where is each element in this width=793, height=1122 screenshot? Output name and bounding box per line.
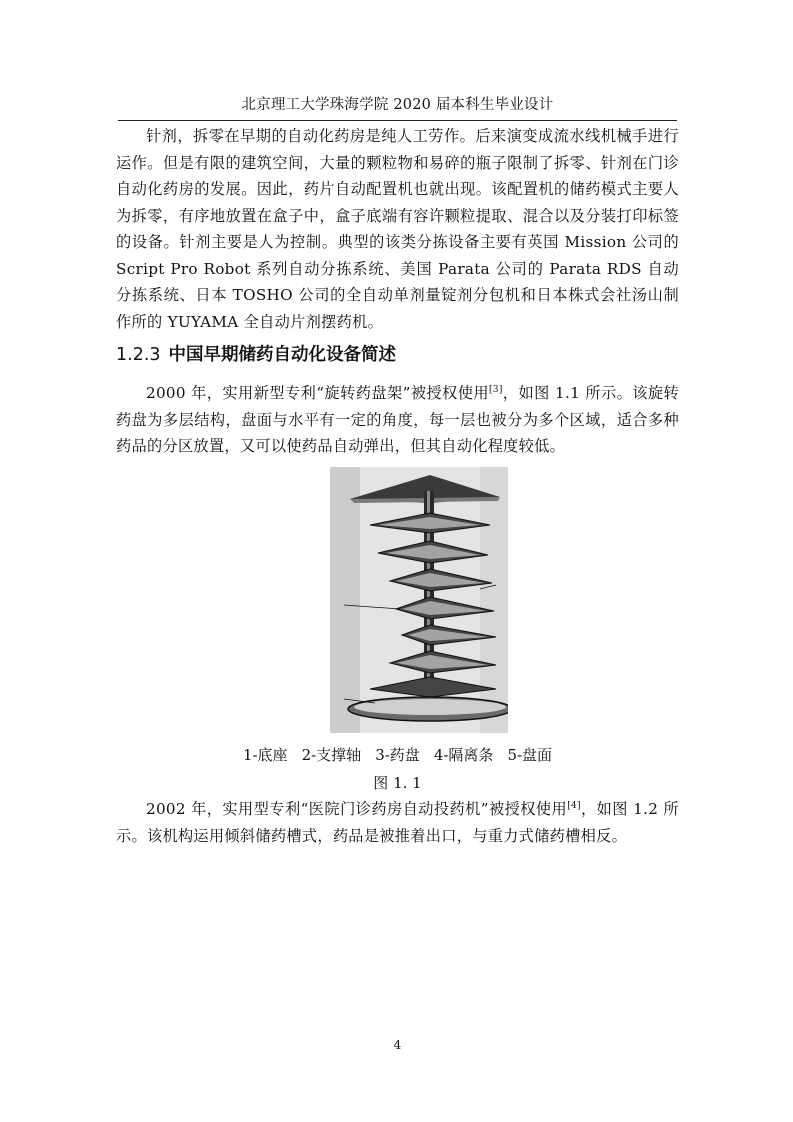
legend-item: 2-支撑轴 [301,746,362,764]
section-number: 1.2.3 [116,345,161,365]
legend-item: 3-药盘 [375,746,420,764]
citation-3: [3] [489,384,503,395]
paragraph2-text-a: 2000 年，实用新型专利“旋转药盘架”被授权使用 [146,384,489,402]
legend-item: 5-盘面 [507,746,553,764]
paragraph-rotating-tray [116,380,679,460]
header-divider [118,120,677,121]
legend-item: 4-隔离条 [433,746,494,764]
paragraph-dispensing-systems: 针剂，拆零在早期的自动化药房是纯人工劳作。后来演变成流水线机械手进行运作。但是有限的建筑空间，大量的颗粒物和易碎的瓶子限制了拆零、针剂在门诊自动化药房的发展。因此，药片自动配置机也就出现。该配置机的储药模式主要人为拆零，有序地放置在盒子中，盒子底端有容许颗粒提取、混合以及分装打印标签的设备。针剂主要是人为控制。典型的该类分拣设备主要有英国 Mission 公司的 Script Pro Robot 系列自动分拣系统、美国 Parata 公司的 Parata RDS 自动分拣系统、日本 TOSHO 公司的全自动单剂量锭剂分包机和日本株式会社汤山制作所的 YUYAMA 全自动片剂摆药机。 [116,127,679,331]
paragraph3-text-b: ，如图 1.2 所示。该机构运用倾斜储药槽式，药品是被推着出口，与重力式储药槽相反。 [116,800,679,845]
rotating-tray-illustration [330,467,508,733]
paragraph2-text-b: ，如图 1.1 所示。该旋转药盘为多层结构，盘面与水平有一定的角度，每一层也被分为多个区域，适合多种药品的分区放置，又可以使药品自动弹出，但其自动化程度较低。 [116,384,679,455]
paragraph3-text-a: 2002 年，实用型专利“医院门诊药房自动投药机”被授权使用 [146,800,568,818]
section-heading [116,341,396,366]
figure-caption: 图 1. 1 [373,774,422,792]
section-title: 中国早期储药自动化设备简述 [168,345,397,365]
page-header: 北京理工大学珠海学院 2020 届本科生毕业设计 [241,97,554,113]
figure-rotating-tray-photo [330,467,508,733]
figure-legend [116,744,679,765]
page-number: 4 [393,1038,402,1052]
legend-item: 1-底座 [242,746,288,764]
citation-4: [4] [567,800,581,811]
paragraph-auto-dispenser [116,796,679,849]
